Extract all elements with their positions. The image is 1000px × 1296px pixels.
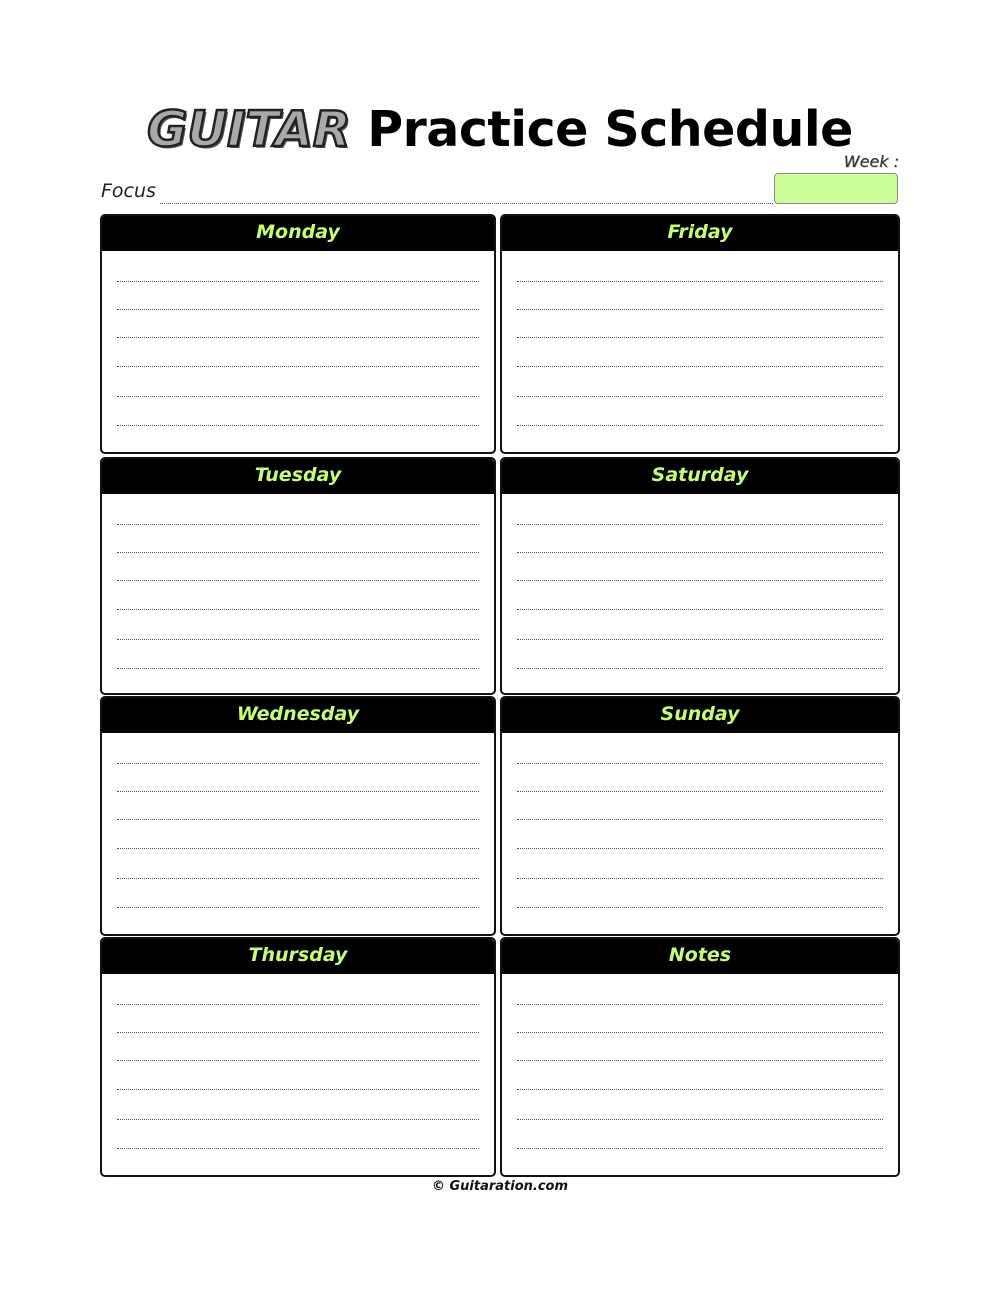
footer-copyright: © Guitaration.com (431, 1179, 569, 1194)
panel-tuesday-header: Tuesday (102, 459, 494, 494)
writing-line (517, 1089, 883, 1090)
week-label: Week : (843, 152, 899, 171)
writing-line (117, 281, 479, 282)
writing-line (517, 309, 883, 310)
writing-line (517, 668, 883, 669)
writing-line (517, 1004, 883, 1005)
week-input[interactable] (774, 173, 898, 204)
writing-line (517, 907, 883, 908)
writing-line (517, 524, 883, 525)
writing-line (117, 1004, 479, 1005)
writing-line (517, 580, 883, 581)
panel-friday (500, 214, 900, 454)
panel-monday (100, 214, 496, 454)
writing-line (517, 1060, 883, 1061)
writing-line (117, 1060, 479, 1061)
panel-thursday-header: Thursday (102, 939, 494, 974)
writing-line (517, 1032, 883, 1033)
writing-line (117, 425, 479, 426)
writing-line (117, 609, 479, 610)
writing-line (117, 1089, 479, 1090)
panel-thursday (100, 937, 496, 1177)
focus-label: Focus (101, 180, 156, 202)
writing-line (517, 609, 883, 610)
writing-line (517, 1148, 883, 1149)
panel-notes-header: Notes (502, 939, 898, 974)
panel-friday-header: Friday (502, 216, 898, 251)
writing-line (517, 337, 883, 338)
writing-line (117, 848, 479, 849)
writing-line (117, 791, 479, 792)
panel-saturday-header: Saturday (502, 459, 898, 494)
writing-line (117, 309, 479, 310)
writing-line (517, 763, 883, 764)
writing-line (117, 819, 479, 820)
writing-line (117, 524, 479, 525)
panel-saturday (500, 457, 900, 695)
writing-line (517, 639, 883, 640)
panel-wednesday-header: Wednesday (102, 698, 494, 733)
writing-line (517, 425, 883, 426)
writing-line (517, 366, 883, 367)
focus-input-line[interactable] (160, 203, 773, 204)
writing-line (117, 337, 479, 338)
writing-line (517, 848, 883, 849)
panel-wednesday (100, 696, 496, 936)
panel-notes (500, 937, 900, 1177)
panel-tuesday (100, 457, 496, 695)
panel-sunday-header: Sunday (502, 698, 898, 733)
writing-line (517, 878, 883, 879)
writing-line (117, 907, 479, 908)
writing-line (117, 1119, 479, 1120)
writing-line (117, 668, 479, 669)
title-guitar: GUITAR (147, 101, 351, 158)
panel-monday-header: Monday (102, 216, 494, 251)
writing-line (117, 763, 479, 764)
writing-line (117, 396, 479, 397)
writing-line (517, 552, 883, 553)
panel-sunday (500, 696, 900, 936)
writing-line (117, 1148, 479, 1149)
writing-line (117, 639, 479, 640)
writing-line (517, 819, 883, 820)
writing-line (117, 878, 479, 879)
writing-line (117, 366, 479, 367)
writing-line (517, 791, 883, 792)
writing-line (117, 552, 479, 553)
title-practice-schedule: Practice Schedule (367, 101, 853, 158)
writing-line (117, 1032, 479, 1033)
writing-line (117, 580, 479, 581)
writing-line (517, 281, 883, 282)
writing-line (517, 396, 883, 397)
writing-line (517, 1119, 883, 1120)
